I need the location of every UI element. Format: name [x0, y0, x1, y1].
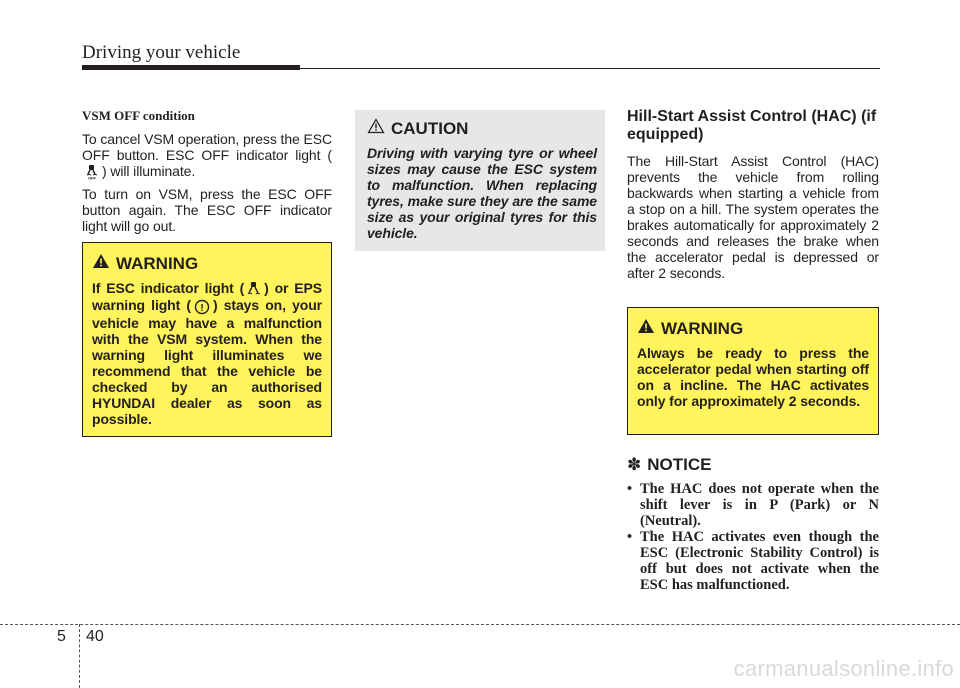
caution-box	[355, 110, 605, 251]
esc-indicator-icon	[246, 281, 262, 297]
eps-warning-icon	[193, 299, 211, 315]
page-header-title: Driving your vehicle	[82, 42, 241, 63]
warning-text-esc	[92, 280, 322, 427]
footer-vertical-rule	[79, 624, 80, 688]
warning-title-esc	[92, 253, 322, 274]
page-number: 40	[86, 628, 104, 645]
warning-esc-text-b: ) or EPS warning light (	[92, 280, 322, 314]
header-rule-thick	[82, 65, 300, 70]
notice-item: • The HAC does not operate when the shift lever is in P (Park) or N (Neutral).	[627, 481, 879, 529]
warning-title-hac	[637, 318, 869, 339]
notice-section	[627, 455, 879, 593]
column-right	[627, 108, 879, 287]
notice-star-icon: ✽	[627, 455, 642, 474]
warning-triangle-icon	[637, 318, 655, 339]
chapter-number: 5	[57, 628, 66, 645]
notice-title: NOTICE	[647, 455, 712, 474]
warning-text-hac: Always be ready to press the accelerator pedal when starting off on a incline. The HAC activates only for approximately 2 seconds.	[637, 345, 869, 409]
notice-heading	[627, 455, 879, 475]
vsm-turn-on-paragraph: To turn on VSM, press the ESC OFF button again. The ESC OFF indicator light will go out.	[82, 186, 332, 235]
notice-item: • The HAC activates even though the ESC (Electronic Stability Control) is off but does not activate when the ESC has malfunctioned.	[627, 529, 879, 593]
warning-title-text-esc: WARNING	[116, 253, 199, 273]
caution-triangle-icon	[367, 118, 385, 139]
caution-title-text: CAUTION	[391, 118, 469, 138]
warning-box-hac	[627, 307, 879, 435]
header-rule-thin	[300, 68, 880, 69]
warning-triangle-icon	[92, 253, 110, 274]
warning-esc-text-a: If ESC indicator light (	[92, 280, 245, 296]
eps-icon-label: !	[200, 302, 204, 314]
caution-title	[367, 118, 597, 139]
warning-box-esc	[82, 242, 332, 437]
esc-off-indicator-icon	[84, 164, 100, 180]
footer-dashed-rule	[0, 624, 960, 625]
warning-title-text-hac: WARNING	[661, 318, 744, 338]
vsm-off-heading: VSM OFF condition	[82, 108, 195, 123]
column-left	[82, 108, 332, 240]
hac-heading: Hill-Start Assist Control (HAC) (if equipped)	[627, 108, 877, 143]
hac-paragraph: The Hill-Start Assist Control (HAC) prevents the vehicle from rolling backwards when starting a vehicle from a stop on a hill. The system operates the brakes automatically for approximately 2 seconds and releases the brake when the accelerator pedal is depressed or after 2 seconds.	[627, 153, 879, 281]
caution-text: Driving with varying tyre or wheel sizes may cause the ESC system to malfunction. When replacing tyres, make sure they are the same size as your original tyres for this vehicle.	[367, 145, 597, 241]
esc-off-icon-label: OFF	[88, 175, 96, 181]
notice-list	[627, 481, 879, 593]
vsm-cancel-text-b: ) will illuminate.	[102, 163, 196, 179]
vsm-cancel-paragraph	[82, 131, 332, 180]
warning-esc-text-c: ) stays on, your vehicle may have a malfunction with the VSM system. When the warning light illuminates we recommend that the vehicle be checked by an authorised HYUNDAI dealer as soon as possible.	[92, 297, 323, 427]
vsm-cancel-text-a: To cancel VSM operation, press the ESC OFF button. ESC OFF indicator light (	[82, 131, 332, 163]
watermark-text: carmanualsonline.info	[733, 656, 954, 681]
